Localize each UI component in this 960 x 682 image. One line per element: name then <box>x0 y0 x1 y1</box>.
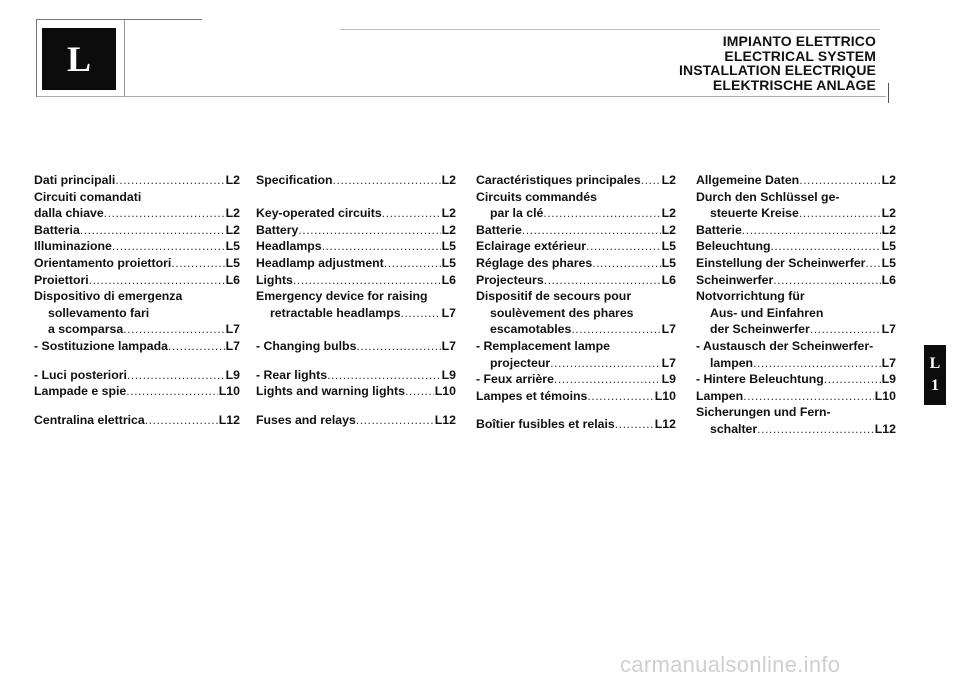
toc-entry-line: Circuits commandés <box>476 189 597 204</box>
toc-entry[interactable]: Lampen ..... L10 <box>696 388 896 405</box>
toc-entry-line: Dispositif de secours pour <box>476 289 632 304</box>
toc-entry[interactable]: Illuminazione ..... L5 <box>34 238 240 255</box>
toc-entry[interactable]: Batteria ..... L2 <box>34 222 240 239</box>
toc-entry[interactable]: - Changing bulbs ..... L7 <box>256 338 456 355</box>
toc-entry[interactable]: Lampade e spie ..... L10 <box>34 383 240 400</box>
frame-line <box>36 96 886 97</box>
toc-entry-line: Notvorrichtung für <box>696 289 805 304</box>
title-german: ELEKTRISCHE ANLAGE <box>712 76 876 93</box>
toc-entry[interactable]: retractable headlamps ..... L7 <box>256 305 456 322</box>
toc-entry-line: Durch den Schlüssel ge- <box>696 189 840 204</box>
side-tab-number: 1 <box>931 377 939 394</box>
toc-entry[interactable]: - Luci posteriori ..... L9 <box>34 367 240 384</box>
toc-entry[interactable]: Lights ..... L6 <box>256 272 456 289</box>
toc-entry[interactable]: Lampes et témoins ..... L10 <box>476 388 676 405</box>
toc-entry[interactable]: dalla chiave ..... L2 <box>34 205 240 222</box>
toc-entry[interactable]: - Feux arrière ..... L9 <box>476 371 676 388</box>
watermark: carmanualsonline.info <box>620 652 841 677</box>
toc-column-italian <box>34 172 240 428</box>
toc-entry-line: Emergency device for raising <box>256 289 428 304</box>
frame-line <box>888 83 889 103</box>
toc-entry[interactable]: Eclairage extérieur ..... L5 <box>476 238 676 255</box>
side-section-tab <box>924 345 946 405</box>
toc-entry[interactable]: steuerte Kreise ..... L2 <box>696 205 896 222</box>
toc-entry[interactable]: Dati principali ..... L2 <box>34 172 240 189</box>
toc-column-french <box>476 172 676 433</box>
toc-entry[interactable]: Caractéristiques principales ..... L2 <box>476 172 676 189</box>
toc-entry[interactable]: par la clé ..... L2 <box>476 205 676 222</box>
section-letter: L <box>66 39 91 79</box>
side-tab-letter: L <box>929 355 941 372</box>
section-letter-tab <box>42 28 116 90</box>
toc-entry-line: - Remplacement lampe <box>476 338 610 353</box>
frame-line <box>36 19 202 20</box>
toc-column-german <box>696 172 896 438</box>
toc-entry[interactable]: Key-operated circuits ..... L2 <box>256 205 456 222</box>
frame-line <box>36 19 37 97</box>
toc-entry[interactable]: Allgemeine Daten ..... L2 <box>696 172 896 189</box>
toc-entry[interactable]: Fuses and relays ..... L12 <box>256 412 456 429</box>
toc-entry[interactable]: Proiettori ..... L6 <box>34 272 240 289</box>
toc-entry-line: sollevamento fari <box>48 305 150 320</box>
toc-entry-line: Circuiti comandati <box>34 189 142 204</box>
toc-entry[interactable]: Einstellung der Scheinwerfer ..... L5 <box>696 255 896 272</box>
toc-entry[interactable]: Battery ..... L2 <box>256 222 456 239</box>
title-italian: IMPIANTO ELETTRICO <box>722 33 876 49</box>
toc-entry[interactable]: Orientamento proiettori ..... L5 <box>34 255 240 272</box>
toc-entry-line: Dispositivo di emergenza <box>34 289 183 304</box>
title-french: INSTALLATION ELECTRIQUE <box>679 62 876 78</box>
toc-entry[interactable]: Réglage des phares ..... L5 <box>476 255 676 272</box>
toc-entry[interactable]: Boîtier fusibles et relais ..... L12 <box>476 416 676 433</box>
toc-entry[interactable]: lampen ..... L7 <box>696 355 896 372</box>
toc-entry-line: - Austausch der Scheinwerfer- <box>696 338 874 353</box>
toc-entry[interactable]: Headlamp adjustment ..... L5 <box>256 255 456 272</box>
toc-entry-line: soulèvement des phares <box>490 305 634 320</box>
frame-line <box>124 19 125 97</box>
toc-entry[interactable]: Batterie ..... L2 <box>696 222 896 239</box>
section-title <box>679 34 876 92</box>
toc-entry[interactable]: schalter ..... L12 <box>696 421 896 438</box>
title-english: ELECTRICAL SYSTEM <box>724 47 876 64</box>
toc-entry[interactable]: Centralina elettrica ..... L12 <box>34 412 240 429</box>
toc-entry-line: Aus- und Einfahren <box>710 305 824 320</box>
toc-entry[interactable]: Projecteurs ..... L6 <box>476 272 676 289</box>
toc-entry[interactable]: Headlamps ..... L5 <box>256 238 456 255</box>
toc-entry[interactable]: - Sostituzione lampada ..... L7 <box>34 338 240 355</box>
toc-entry[interactable]: Scheinwerfer ..... L6 <box>696 272 896 289</box>
toc-entry[interactable]: Lights and warning lights ..... L10 <box>256 383 456 400</box>
toc-column-english <box>256 172 456 428</box>
toc-entry[interactable]: Beleuchtung ..... L5 <box>696 238 896 255</box>
toc-entry[interactable]: - Hintere Beleuchtung ..... L9 <box>696 371 896 388</box>
frame-line <box>340 29 880 30</box>
toc-entry-line: Sicherungen und Fern- <box>696 405 831 420</box>
toc-entry[interactable]: escamotables ..... L7 <box>476 321 676 338</box>
toc-entry[interactable]: Specification ..... L2 <box>256 172 456 189</box>
toc-entry[interactable]: Batterie ..... L2 <box>476 222 676 239</box>
toc-entry[interactable]: - Rear lights ..... L9 <box>256 367 456 384</box>
toc-entry[interactable]: a scomparsa ..... L7 <box>34 321 240 338</box>
toc-entry[interactable]: projecteur ..... L7 <box>476 355 676 372</box>
toc-entry[interactable]: der Scheinwerfer ..... L7 <box>696 321 896 338</box>
